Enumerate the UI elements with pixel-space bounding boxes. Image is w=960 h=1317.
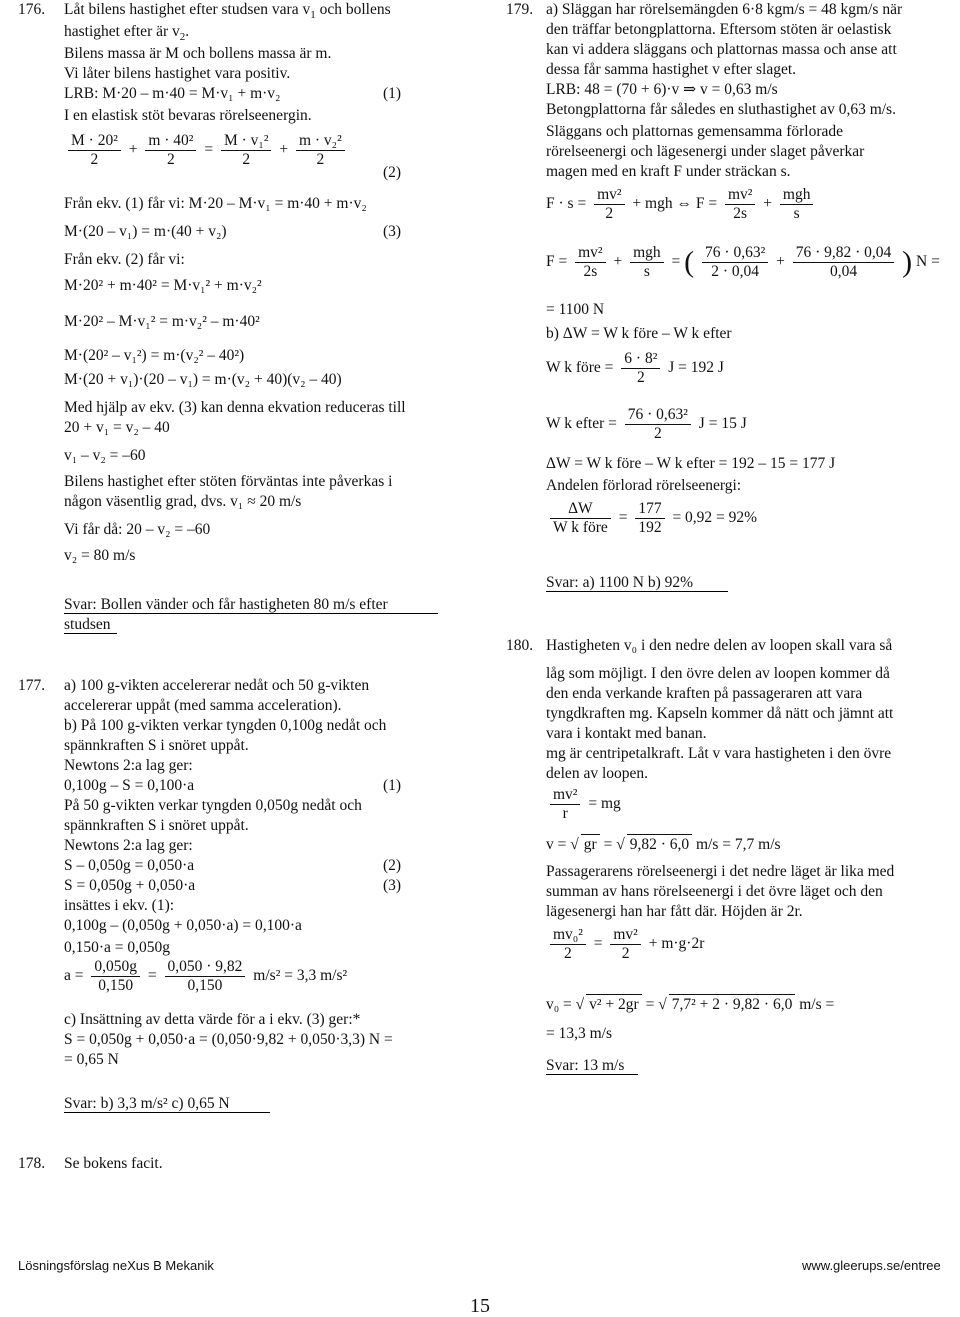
text-line: På 50 g-vikten verkar tyngden 0,050g nedåt och	[64, 797, 362, 814]
equation-line: ΔW = W k före – W k efter = 192 – 15 = 177 J	[546, 455, 836, 472]
text-line: Betongplattorna får således en sluthastighet av 0,63 m/s.	[546, 101, 896, 118]
equation-line: Vi får då: 20 – v₂ = –60	[64, 521, 211, 538]
text-line: Bilens massa är M och bollens massa är m.	[64, 45, 332, 62]
text-line: Med hjälp av ekv. (3) kan denna ekvation reduceras till	[64, 399, 406, 416]
problem-number: 177.	[18, 677, 46, 694]
equation-number: (1)	[383, 777, 402, 794]
fraction: $\frac{0,050 \cdot 9,82}{0,150}$	[165, 958, 246, 995]
equation-line: 0,150·a = 0,050g	[64, 939, 171, 956]
answer-line: Svar: 13 m/s	[546, 1057, 625, 1074]
fraction: $\frac{0,050g}{0,150}$	[91, 958, 140, 995]
equation-line: = 1100 N	[546, 301, 605, 318]
equation-line: 0,100g – (0,050g + 0,050·a) = 0,100·a	[64, 917, 302, 934]
text-line: låg som möjligt. I den övre delen av loopen kommer då	[546, 665, 890, 682]
problem-number: 178.	[18, 1155, 46, 1172]
equation-line: M·(20 – v₁) = m·(40 + v₂)	[64, 223, 227, 240]
text-line: insättes i ekv. (1):	[64, 897, 175, 914]
fraction: $\frac{\text{mv²}}{2}$	[610, 926, 640, 963]
text-line: Se bokens facit.	[64, 1155, 163, 1172]
footer-left-text: Lösningsförslag neXus B Mekanik	[18, 1258, 214, 1273]
text-line: hastighet efter är $v_2$.	[64, 23, 190, 44]
fraction: $\frac{\text{mgh}}{s}$	[780, 186, 814, 223]
text-line: dessa får samma hastighet v efter slaget.	[546, 61, 797, 78]
equation-line: S = 0,050g + 0,050·a	[64, 877, 196, 894]
problem-number: 179.	[506, 1, 534, 18]
energy-equation: $\frac{\text{mv₀²}}{2}$ = $\frac{\text{mv²}}{2}$ + m·g·2r	[546, 926, 704, 972]
equation-line: M·20² + m·40² = M·v₁² + m·v₂²	[64, 277, 262, 294]
equation-lrb: LRB: M·20 – m·40 = M·v₁ + m·v₂	[64, 85, 281, 102]
answer-underline	[64, 633, 117, 634]
footer-right-text: www.gleerups.se/entree	[802, 1258, 941, 1273]
fraction: $\frac{\text{m · v₂²}}{2}$	[296, 132, 345, 169]
text-line: Passagerarens rörelseenergi i det nedre läget är lika med	[546, 863, 895, 880]
equation-number: (2)	[383, 857, 402, 874]
text-line: den träffar betongplattorna. Eftersom stöten är oelastisk	[546, 21, 892, 38]
force-equation-2: F = $\frac{\text{mv²}}{2s}$ + $\frac{\text{mgh}}{s}$ = ( $\frac{\text{76 · 0,63²}}{2 \cdot 0,04}$ + $\frac{76 \cdot 9,82 \cdot 0,04}{0,04}$ ) N =	[546, 244, 940, 280]
fraction: $\frac{\Delta W}{\text{W k före}}$	[550, 500, 611, 537]
equation-line: M·(20 + v₁)·(20 – v₁) = m·(v₂ + 40)(v₂ – 40)	[64, 371, 342, 388]
equation-line: = 0,65 N	[64, 1051, 119, 1068]
equation-number: (3)	[383, 223, 402, 240]
bottom-velocity-equation: v₀ = √ v² + 2gr = √ 7,7² + 2 · 9,82 · 6,0 m/s =	[546, 996, 835, 1013]
answer-line: Svar: b) 3,3 m/s² c) 0,65 N	[64, 1095, 230, 1112]
fraction: $\frac{\text{mv₀²}}{2}$	[550, 926, 586, 963]
work-before-equation: W k före = $\frac{\text{6 · 8²}}{2}$ J = 192 J	[546, 350, 724, 386]
answer-underline	[546, 591, 728, 592]
text-line: Låt bilens hastighet efter studsen vara $v_1$ och bollens	[64, 1, 391, 22]
force-equation-1: F · s = $\frac{\text{mv²}}{2}$ + mgh ⇔ F = $\frac{\text{mv²}}{2s}$ + $\frac{\text{mgh}}{s}$	[546, 186, 817, 232]
page-number: 15	[470, 1295, 490, 1317]
fraction: $\frac{76 \cdot 9,82 \cdot 0,04}{0,04}$	[793, 244, 895, 281]
text-line: den enda verkande kraften på passageraren att vara	[546, 685, 863, 702]
text-line: Från ekv. (2) får vi:	[64, 251, 185, 268]
equation-number: (3)	[383, 877, 402, 894]
fraction: $\frac{\text{mgh}}{s}$	[630, 244, 664, 281]
answer-underline	[546, 1074, 638, 1075]
fraction: $\frac{\text{6 · 8²}}{2}$	[621, 350, 660, 387]
fraction: $\frac{\text{mv²}}{r}$	[550, 786, 580, 823]
centripetal-equation: $\frac{\text{mv²}}{r}$ = mg	[546, 786, 621, 832]
acceleration-equation: a = $\frac{0,050g}{0,150}$ = $\frac{0,050 \cdot 9,82}{0,150}$ m/s² = 3,3 m/s²	[64, 958, 348, 994]
text-line: Hastigheten v₀ i den nedre delen av loopen skall vara så	[546, 637, 893, 654]
text-line: Bilens hastighet efter stöten förväntas inte påverkas i	[64, 473, 393, 490]
answer-underline	[64, 1112, 270, 1113]
fraction: $\frac{\text{M · v₁²}}{2}$	[221, 132, 272, 169]
equation-line: S – 0,050g = 0,050·a	[64, 857, 195, 874]
equation-line: 0,100g – S = 0,100·a	[64, 777, 195, 794]
text-line: spännkraften S i snöret uppåt.	[64, 817, 249, 834]
equation-line: b) ΔW = W k före – W k efter	[546, 325, 732, 342]
velocity-equation: v = √ gr = √ 9,82 · 6,0 m/s = 7,7 m/s	[546, 836, 781, 853]
problem-number: 180.	[506, 637, 534, 654]
answer-line: studsen	[64, 616, 111, 633]
text-line: Vi låter bilens hastighet vara positiv.	[64, 65, 291, 82]
text-line: summan av hans rörelseenergi i det övre läget och den	[546, 883, 883, 900]
fraction: $\frac{\text{76 · 0,63²}}{2 \cdot 0,04}$	[702, 244, 768, 281]
text-line: Newtons 2:a lag ger:	[64, 837, 193, 854]
energy-equation: $\frac{\text{M · 20²}}{2}$ + $\frac{\text{m · 40²}}{2}$ = $\frac{\text{M · v₁²}}{2}$ + $\frac{\text{m · v₂²}}{2}$	[64, 132, 349, 182]
text-line: Från ekv. (1) får vi: M·20 – M·v₁ = m·40 + m·v₂	[64, 195, 367, 212]
problem-number: 176.	[18, 1, 46, 18]
fraction: $\frac{\text{mv²}}{2s}$	[575, 244, 605, 281]
equation-line: S = 0,050g + 0,050·a = (0,050·9,82 + 0,050·3,3) N =	[64, 1031, 393, 1048]
text-line: a) Släggan har rörelsemängden 6·8 kgm/s = 48 kgm/s när	[546, 1, 903, 18]
equation-line: v₂ = 80 m/s	[64, 547, 136, 564]
equation-line: 20 + v₁ = v₂ – 40	[64, 419, 170, 436]
text-line: kan vi addera släggans och plattornas massa och anse att	[546, 41, 897, 58]
fraction: $\frac{\text{M · 20²}}{2}$	[68, 132, 121, 169]
text-line: Släggans och plattornas gemensamma förlorade	[546, 123, 843, 140]
text-line: rörelseenergi och lägesenergi under slaget påverkar	[546, 143, 865, 160]
equation-line: = 13,3 m/s	[546, 1025, 613, 1042]
fraction: $\frac{\text{76 · 0,63²}}{2}$	[625, 406, 691, 443]
ratio-equation: $\frac{\Delta W}{\text{W k före}}$ = $\frac{177}{192}$ = 0,92 = 92%	[546, 500, 757, 546]
text-line: delen av loopen.	[546, 765, 649, 782]
text-line: vara i kontakt med banan.	[546, 725, 707, 742]
answer-underline	[64, 613, 438, 614]
equation-line: M·20² – M·v₁² = m·v₂² – m·40²	[64, 313, 260, 330]
fraction: $\frac{\text{m · 40²}}{2}$	[145, 132, 196, 169]
text-line: b) På 100 g-vikten verkar tyngden 0,100g nedåt och	[64, 717, 387, 734]
text-line: Newtons 2:a lag ger:	[64, 757, 193, 774]
equation-line: v₁ – v₂ = –60	[64, 447, 146, 464]
text-line: accelererar uppåt (med samma acceleration).	[64, 697, 342, 714]
text-line: tyngdkraften mg. Kapseln kommer då nätt och jämnt att	[546, 705, 894, 722]
fraction: $\frac{\text{mv²}}{2s}$	[725, 186, 755, 223]
text-line: spännkraften S i snöret uppåt.	[64, 737, 249, 754]
equation-number: (1)	[383, 85, 402, 102]
equation-number: (2)	[383, 164, 402, 181]
text-line: någon väsentlig grad, dvs. v₁ ≈ 20 m/s	[64, 493, 302, 510]
answer-line: Svar: a) 1100 N b) 92%	[546, 574, 694, 591]
fraction: $\frac{\text{mv²}}{2}$	[594, 186, 624, 223]
work-after-equation: W k efter = $\frac{\text{76 · 0,63²}}{2}$ J = 15 J	[546, 406, 747, 442]
equation-line: M·(20² – v₁²) = m·(v₂² – 40²)	[64, 347, 245, 364]
fraction: $\frac{177}{192}$	[635, 500, 664, 537]
equation-line: LRB: 48 = (70 + 6)·v ⇒ v = 0,63 m/s	[546, 81, 778, 98]
text-line: lägesenergi han har fått där. Höjden är 2r.	[546, 903, 803, 920]
text-line: I en elastisk stöt bevaras rörelseenergin.	[64, 107, 312, 124]
text-line: c) Insättning av detta värde för a i ekv. (3) ger:*	[64, 1011, 361, 1028]
text-line: a) 100 g-vikten accelererar nedåt och 50 g-vikten	[64, 677, 370, 694]
text-line: Andelen förlorad rörelseenergi:	[546, 477, 742, 494]
text-line: magen med en kraft F under sträckan s.	[546, 163, 791, 180]
answer-line: Svar: Bollen vänder och får hastigheten 80 m/s efter	[64, 596, 388, 613]
text-line: mg är centripetalkraft. Låt v vara hastigheten i den övre	[546, 745, 892, 762]
